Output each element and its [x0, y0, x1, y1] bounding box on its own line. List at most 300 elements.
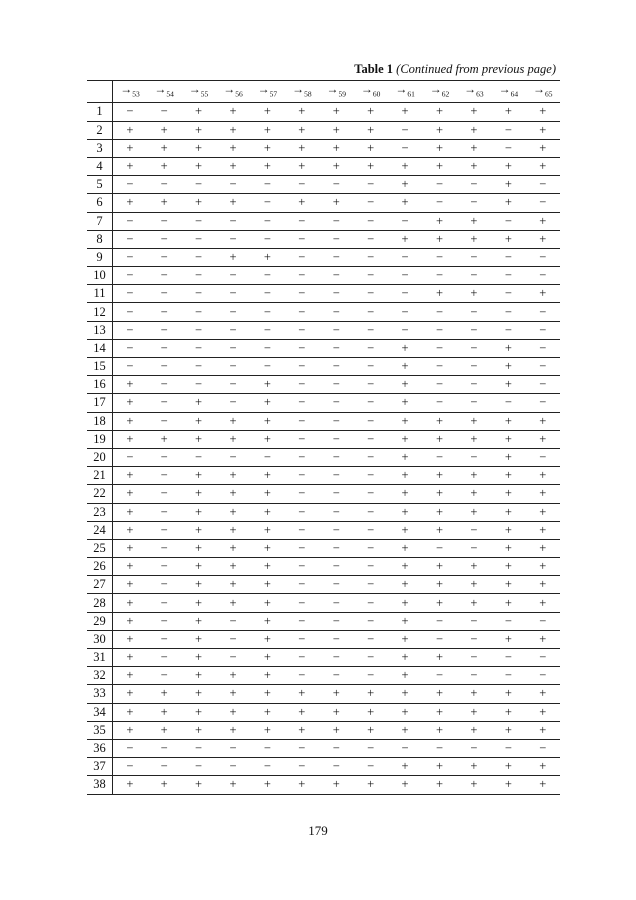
table-cell: −	[298, 486, 306, 501]
table-cell: +	[470, 213, 478, 228]
table-cell: +	[470, 559, 478, 574]
table-cell: −	[195, 322, 203, 337]
page-number: 179	[308, 823, 328, 838]
row-number: 17	[87, 394, 113, 412]
table-cell: +	[126, 540, 134, 555]
table-cell: −	[367, 613, 375, 628]
table-cell: −	[332, 213, 340, 228]
table-cell: −	[298, 268, 306, 283]
row-number: 37	[87, 758, 113, 776]
table-cell: +	[504, 177, 512, 192]
table-cell: +	[195, 595, 203, 610]
table-cell: +	[470, 704, 478, 719]
table-caption	[354, 62, 556, 77]
column-index: 63	[476, 89, 484, 99]
table-cell: +	[504, 486, 512, 501]
table-cell: −	[126, 104, 134, 119]
table-cell: −	[263, 741, 271, 756]
table-cell: −	[332, 522, 340, 537]
table-cell: +	[263, 613, 271, 628]
table-cell: +	[229, 140, 237, 155]
table-cell: −	[298, 668, 306, 683]
table-cell: −	[504, 122, 512, 137]
table-cell: −	[126, 304, 134, 319]
table-cell: −	[332, 668, 340, 683]
table-cell: +	[401, 650, 409, 665]
table-cell: +	[504, 231, 512, 246]
table-cell: −	[539, 359, 547, 374]
table-cell: −	[298, 595, 306, 610]
table-cell: −	[367, 540, 375, 555]
table-cell: +	[435, 468, 444, 483]
table-caption-label: Table 1	[354, 62, 394, 76]
table-cell: +	[401, 577, 409, 592]
table-cell: −	[367, 595, 375, 610]
table-cell: −	[539, 395, 547, 410]
table-cell: +	[401, 504, 409, 519]
table-cell: +	[298, 140, 306, 155]
table-cell: −	[539, 268, 547, 283]
table-cell: +	[195, 722, 203, 737]
table-cell: −	[470, 304, 478, 319]
table-cell: +	[229, 540, 237, 555]
table-cell: +	[263, 540, 271, 555]
row-number: 28	[87, 594, 113, 612]
table-cell: +	[195, 468, 203, 483]
table-cell: −	[367, 468, 375, 483]
table-cell: −	[263, 359, 271, 374]
table-cell: −	[435, 631, 444, 646]
column-header	[285, 81, 319, 103]
table-cell: −	[435, 322, 444, 337]
table-cell: −	[435, 395, 444, 410]
table-cell: +	[195, 504, 203, 519]
table-cell: +	[298, 195, 306, 210]
table-cell: −	[332, 304, 340, 319]
table-cell: −	[332, 177, 340, 192]
table-cell: +	[401, 450, 409, 465]
arrow-symbol: →	[188, 82, 201, 96]
table-cell: −	[470, 340, 478, 355]
table-cell: −	[367, 650, 375, 665]
table-cell: +	[504, 631, 512, 646]
table-row	[87, 630, 560, 648]
table-cell: −	[160, 322, 168, 337]
table-cell: +	[401, 777, 409, 792]
table-cell: −	[298, 413, 306, 428]
table-cell: +	[126, 486, 134, 501]
arrow-symbol: →	[464, 82, 477, 96]
table-cell: −	[470, 177, 478, 192]
table-cell: −	[332, 286, 340, 301]
table-cell: +	[126, 559, 134, 574]
column-index: 54	[166, 89, 174, 99]
table-cell: +	[401, 359, 409, 374]
row-number: 5	[87, 176, 113, 194]
table-cell: +	[539, 104, 547, 119]
row-number: 31	[87, 649, 113, 667]
table-cell: +	[263, 722, 271, 737]
table-cell: +	[160, 686, 168, 701]
table-row	[87, 485, 560, 503]
table-cell: −	[229, 340, 237, 355]
table-cell: +	[229, 431, 237, 446]
table-cell: −	[298, 177, 306, 192]
row-number: 23	[87, 503, 113, 521]
row-number: 4	[87, 157, 113, 175]
table-row	[87, 758, 560, 776]
table-cell: −	[332, 450, 340, 465]
table-cell: −	[160, 504, 168, 519]
table-cell: +	[229, 468, 237, 483]
table-cell: −	[298, 395, 306, 410]
table-cell: −	[470, 450, 478, 465]
table-cell: −	[367, 668, 375, 683]
table-cell: +	[504, 431, 512, 446]
table-cell: +	[195, 559, 203, 574]
table-cell: +	[470, 504, 478, 519]
table-cell: +	[229, 722, 237, 737]
row-number: 32	[87, 667, 113, 685]
table-row	[87, 394, 560, 412]
arrow-symbol: →	[154, 82, 167, 96]
table-cell: +	[263, 631, 271, 646]
table-cell: +	[435, 704, 444, 719]
table-cell: −	[435, 377, 444, 392]
table-cell: −	[470, 377, 478, 392]
table-cell: −	[263, 450, 271, 465]
table-cell: +	[126, 650, 134, 665]
table-cell: +	[470, 159, 478, 174]
table-cell: −	[160, 104, 168, 119]
table-cell: +	[126, 413, 134, 428]
table-cell: +	[435, 686, 444, 701]
table-row	[87, 667, 560, 685]
table-cell: +	[504, 159, 512, 174]
table-cell: +	[229, 522, 237, 537]
table-cell: +	[504, 722, 512, 737]
table-cell: +	[263, 431, 271, 446]
table-row	[87, 339, 560, 357]
table-cell: +	[470, 431, 478, 446]
table-cell: −	[298, 450, 306, 465]
table-cell: +	[229, 777, 237, 792]
table-cell: −	[470, 195, 478, 210]
table-cell: −	[229, 177, 237, 192]
table-cell: +	[229, 159, 237, 174]
table-row	[87, 139, 560, 157]
table-cell: +	[539, 140, 547, 155]
table-cell: +	[229, 595, 237, 610]
table-cell: −	[504, 395, 512, 410]
table-row	[87, 703, 560, 721]
column-header	[216, 81, 250, 103]
table-row	[87, 194, 560, 212]
row-number: 18	[87, 412, 113, 430]
row-number: 22	[87, 485, 113, 503]
table-cell: −	[332, 468, 340, 483]
table-cell: +	[470, 468, 478, 483]
table-cell: +	[195, 122, 203, 137]
table-cell: −	[263, 231, 271, 246]
table-cell: −	[298, 431, 306, 446]
table-cell: −	[126, 249, 134, 264]
table-cell: +	[504, 340, 512, 355]
table-cell: −	[470, 268, 478, 283]
table-cell: −	[470, 668, 478, 683]
data-table	[87, 80, 560, 795]
table-cell: +	[539, 686, 547, 701]
table-cell: +	[539, 431, 547, 446]
row-number: 29	[87, 612, 113, 630]
table-cell: −	[160, 395, 168, 410]
table-cell: −	[229, 231, 237, 246]
table-cell: +	[126, 668, 134, 683]
table-cell: −	[470, 522, 478, 537]
table-cell: +	[435, 159, 444, 174]
table-cell: −	[504, 213, 512, 228]
table-cell: −	[160, 613, 168, 628]
table-cell: −	[367, 741, 375, 756]
table-cell: +	[195, 104, 203, 119]
table-cell: +	[504, 704, 512, 719]
table-cell: +	[504, 559, 512, 574]
column-header	[526, 81, 560, 103]
table-cell: −	[160, 631, 168, 646]
table-cell: −	[263, 177, 271, 192]
table-cell: −	[298, 577, 306, 592]
column-header	[147, 81, 181, 103]
column-header	[113, 81, 147, 103]
table-cell: −	[298, 468, 306, 483]
table-cell: −	[435, 249, 444, 264]
table-cell: −	[367, 559, 375, 574]
table-cell: +	[332, 122, 340, 137]
table-cell: −	[126, 450, 134, 465]
table-cell: −	[435, 195, 444, 210]
table-cell: −	[195, 340, 203, 355]
table-cell: −	[298, 741, 306, 756]
arrow-symbol: →	[292, 82, 305, 96]
table-cell: −	[160, 741, 168, 756]
table-cell: +	[126, 577, 134, 592]
table-cell: +	[126, 722, 134, 737]
table-cell: +	[504, 504, 512, 519]
table-cell: +	[504, 686, 512, 701]
table-cell: −	[367, 359, 375, 374]
table-cell: +	[470, 140, 478, 155]
table-row	[87, 285, 560, 303]
table-cell: −	[229, 304, 237, 319]
table-cell: +	[263, 504, 271, 519]
table-cell: +	[263, 249, 271, 264]
table-cell: +	[435, 231, 444, 246]
table-cell: −	[332, 577, 340, 592]
table-cell: −	[367, 268, 375, 283]
table-cell: +	[470, 686, 478, 701]
table-cell: −	[195, 249, 203, 264]
table-cell: +	[401, 468, 409, 483]
table-cell: +	[160, 722, 168, 737]
table-cell: −	[160, 249, 168, 264]
table-cell: −	[367, 759, 375, 774]
row-number: 2	[87, 121, 113, 139]
table-cell: −	[332, 340, 340, 355]
table-cell: +	[332, 777, 340, 792]
table-cell: −	[298, 613, 306, 628]
table-cell: +	[195, 522, 203, 537]
table-cell: −	[367, 304, 375, 319]
column-index: 62	[441, 89, 450, 99]
table-cell: −	[229, 286, 237, 301]
table-cell: +	[539, 631, 547, 646]
table-cell: −	[332, 486, 340, 501]
table-header	[87, 81, 560, 103]
table-cell: +	[401, 686, 409, 701]
table-cell: +	[195, 540, 203, 555]
table-cell: +	[435, 213, 444, 228]
table-cell: +	[126, 159, 134, 174]
table-cell: +	[229, 413, 237, 428]
table-cell: −	[263, 340, 271, 355]
table-cell: −	[332, 395, 340, 410]
table-cell: +	[435, 559, 444, 574]
table-cell: +	[401, 522, 409, 537]
table-cell: −	[539, 668, 547, 683]
table-cell: +	[401, 540, 409, 555]
table-cell: +	[539, 577, 547, 592]
table-cell: −	[504, 304, 512, 319]
table-cell: −	[367, 631, 375, 646]
arrow-symbol: →	[498, 82, 511, 96]
table-cell: +	[435, 140, 444, 155]
table-cell: −	[470, 613, 478, 628]
row-number: 36	[87, 739, 113, 757]
table-cell: +	[126, 704, 134, 719]
table-cell: −	[332, 540, 340, 555]
table-cell: +	[539, 759, 547, 774]
table-cell: +	[539, 595, 547, 610]
table-row	[87, 685, 560, 703]
table-cell: +	[401, 704, 409, 719]
table-cell: −	[367, 486, 375, 501]
table-cell: −	[367, 377, 375, 392]
table-cell: +	[435, 650, 444, 665]
row-number: 27	[87, 576, 113, 594]
table-cell: −	[539, 249, 547, 264]
table-cell: −	[195, 759, 203, 774]
row-number: 13	[87, 321, 113, 339]
table-cell: +	[298, 686, 306, 701]
table-row	[87, 212, 560, 230]
table-cell: +	[401, 722, 409, 737]
table-cell: −	[229, 322, 237, 337]
table-cell: −	[160, 377, 168, 392]
table-cell: −	[435, 540, 444, 555]
table-cell: +	[401, 104, 409, 119]
table-cell: −	[401, 286, 409, 301]
row-number: 33	[87, 685, 113, 703]
row-number: 12	[87, 303, 113, 321]
table-cell: +	[470, 577, 478, 592]
table-cell: −	[229, 450, 237, 465]
table-cell: −	[298, 559, 306, 574]
table-cell: +	[126, 377, 134, 392]
table-cell: +	[195, 577, 203, 592]
table-cell: +	[504, 413, 512, 428]
table-cell: +	[470, 104, 478, 119]
column-header	[422, 81, 456, 103]
table-cell: −	[539, 613, 547, 628]
table-cell: +	[435, 595, 444, 610]
table-cell: −	[160, 268, 168, 283]
table-cell: +	[470, 759, 478, 774]
column-header	[491, 81, 525, 103]
table-cell: −	[367, 286, 375, 301]
table-cell: −	[470, 395, 478, 410]
table-cell: +	[195, 613, 203, 628]
table-cell: −	[367, 231, 375, 246]
table-cell: −	[229, 631, 237, 646]
table-cell: −	[263, 322, 271, 337]
table-cell: +	[160, 140, 168, 155]
table-cell: −	[367, 504, 375, 519]
table-cell: +	[401, 231, 409, 246]
table-cell: −	[401, 304, 409, 319]
table-cell: −	[332, 249, 340, 264]
table-cell: −	[470, 322, 478, 337]
table-row	[87, 430, 560, 448]
table-cell: +	[160, 777, 168, 792]
row-number: 9	[87, 248, 113, 266]
table-cell: +	[504, 577, 512, 592]
table-cell: −	[332, 359, 340, 374]
table-cell: +	[504, 759, 512, 774]
table-cell: −	[401, 140, 409, 155]
table-cell: −	[298, 650, 306, 665]
table-cell: +	[401, 759, 409, 774]
table-row	[87, 121, 560, 139]
table-cell: +	[470, 777, 478, 792]
table-cell: +	[332, 140, 340, 155]
table-cell: −	[298, 340, 306, 355]
table-row	[87, 612, 560, 630]
table-cell: −	[332, 504, 340, 519]
table-cell: +	[229, 486, 237, 501]
table-row	[87, 521, 560, 539]
table-cell: −	[435, 668, 444, 683]
table-cell: +	[263, 704, 271, 719]
table-cell: −	[126, 759, 134, 774]
row-number: 30	[87, 630, 113, 648]
table-cell: −	[435, 304, 444, 319]
table-cell: −	[367, 195, 375, 210]
table-cell: −	[229, 268, 237, 283]
table-cell: −	[160, 759, 168, 774]
table-cell: +	[332, 104, 340, 119]
table-cell: +	[298, 777, 306, 792]
table-row	[87, 576, 560, 594]
column-index: 59	[338, 89, 346, 99]
table-cell: −	[332, 431, 340, 446]
table-cell: +	[229, 104, 237, 119]
table-row	[87, 649, 560, 667]
table-cell: +	[539, 213, 547, 228]
column-index: 55	[200, 89, 209, 99]
table-cell: −	[298, 631, 306, 646]
table-cell: +	[298, 122, 306, 137]
table-cell: +	[539, 722, 547, 737]
